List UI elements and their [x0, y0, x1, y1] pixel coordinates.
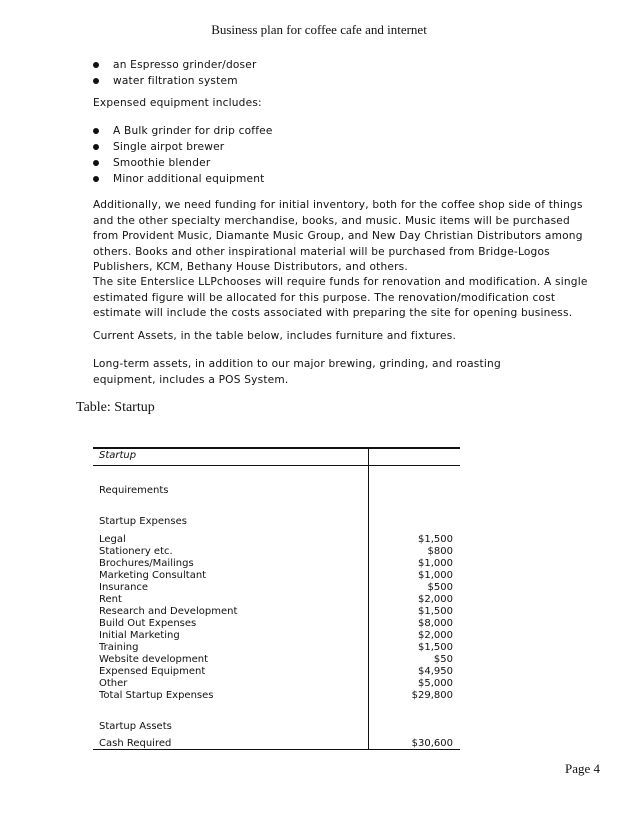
table-row-label: Rent: [99, 594, 122, 605]
startup-assets-heading: Startup Assets: [99, 721, 172, 732]
table-row-value: $1,000: [418, 558, 453, 569]
table-row-value: $800: [427, 546, 453, 557]
page-header: Business plan for coffee cafe and internet: [211, 22, 427, 37]
list-item: an Espresso grinder/doser: [93, 57, 257, 73]
table-row-value: $1,500: [418, 534, 453, 545]
table-row-value: $29,800: [411, 690, 453, 701]
table-row-value: $1,000: [418, 570, 453, 581]
table-row-label: Legal: [99, 534, 126, 545]
paragraph-funding: Additionally, we need funding for initial inventory, both for the coffee shop side of things and the other specialty merchandise, books, and music. Music items will be purchased from Provident Music, Diamante Music Group, and New Day Christian Distributors among others. Books and other inspirational material will be purchased from Bridge-Logos Publishers, KCM, Bethany House Distributors, and others.: [93, 199, 583, 273]
table-rule-header: [93, 465, 460, 466]
table-row-label: Insurance: [99, 582, 149, 593]
list-item: Minor additional equipment: [93, 171, 273, 187]
table-row-label: Build Out Expenses: [99, 618, 197, 629]
paragraph-long-term: Long-term assets, in addition to our major brewing, grinding, and roasting equipment, includes a POS System.: [93, 358, 501, 386]
table-row-value: $4,950: [418, 666, 453, 677]
list-item: Single airpot brewer: [93, 139, 273, 155]
paragraph-renovation: The site Enterslice LLPchooses will require funds for renovation and modification. A single estimated figure will be allocated for this purpose. The renovation/modification cost estimate will include the costs associated with preparing the site for opening business.: [93, 276, 588, 319]
table-row-label: Other: [99, 678, 128, 689]
table-title: Table: Startup: [76, 400, 155, 415]
table-row-value: $50: [433, 654, 453, 665]
table-row-label: Total Startup Expenses: [99, 690, 214, 701]
bullet-list-expensed: [93, 123, 273, 187]
table-row-value: $5,000: [418, 678, 453, 689]
list-item: Smoothie blender: [93, 155, 273, 171]
page-number: Page 4: [564, 761, 600, 776]
table-row-value: $2,000: [418, 630, 453, 641]
table-row-value: $1,500: [418, 642, 453, 653]
table-row-label: Expensed Equipment: [99, 666, 206, 677]
table-row-value: $2,000: [418, 594, 453, 605]
table-row-value: $8,000: [418, 618, 453, 629]
list-item: A Bulk grinder for drip coffee: [93, 123, 273, 139]
table-row-label: Website development: [99, 654, 209, 665]
table-row-label: Brochures/Mailings: [99, 558, 194, 569]
table-column-divider: [368, 447, 369, 750]
cash-required-value: $30,600: [411, 738, 453, 749]
table-row-label: Research and Development: [99, 606, 238, 617]
bullet-icon: [93, 128, 99, 134]
cash-required-label: Cash Required: [99, 738, 172, 749]
table-row-label: Marketing Consultant: [99, 570, 207, 581]
table-row-value: $500: [427, 582, 453, 593]
bullet-icon: [93, 62, 99, 68]
startup-table: [93, 447, 460, 750]
expensed-intro: Expensed equipment includes:: [93, 97, 262, 109]
startup-expenses-heading: Startup Expenses: [99, 516, 187, 527]
bullet-list-top: [93, 57, 257, 89]
table-rule-top: [93, 447, 460, 449]
requirements-label: Requirements: [99, 485, 169, 496]
table-row-label: Initial Marketing: [99, 630, 180, 641]
table-row-label: Stationery etc.: [99, 546, 173, 557]
table-row-label: Training: [99, 642, 139, 653]
table-row-value: $1,500: [418, 606, 453, 617]
bullet-icon: [93, 176, 99, 182]
bullet-icon: [93, 144, 99, 150]
list-item: water filtration system: [93, 73, 257, 89]
bullet-icon: [93, 160, 99, 166]
bullet-icon: [93, 78, 99, 84]
table-header-label: Startup: [99, 450, 137, 461]
paragraph-current-assets: Current Assets, in the table below, includes furniture and fixtures.: [93, 330, 457, 342]
